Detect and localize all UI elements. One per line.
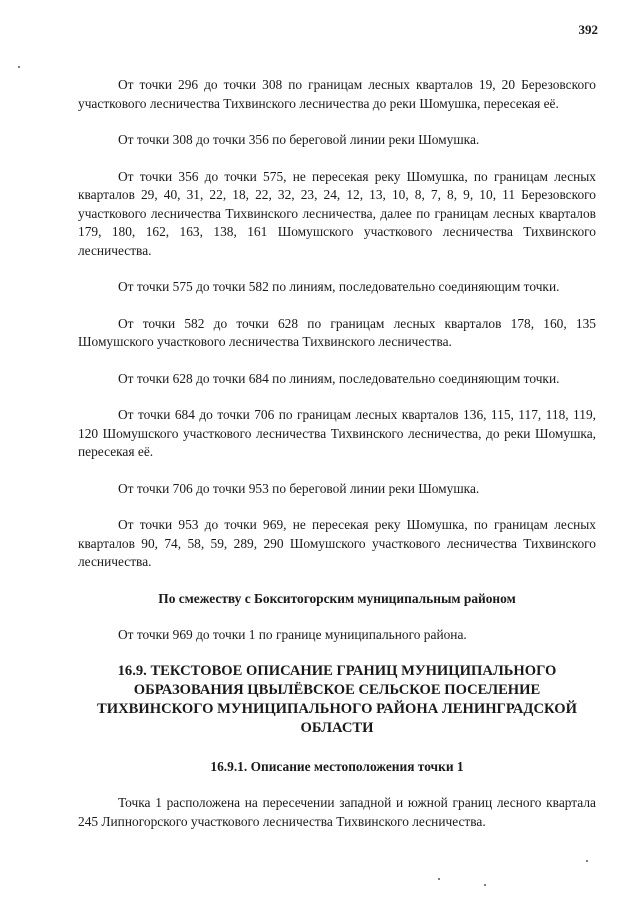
boundary-paragraph: От точки 296 до точки 308 по границам лесных кварталов 19, 20 Березовского участкового лесничества Тихвинского лесничества до реки Шомушка, пересекая её. (78, 77, 596, 111)
page-number: 392 (578, 22, 598, 37)
scan-speck (438, 878, 440, 880)
scan-speck (586, 860, 588, 862)
boundary-paragraph: От точки 582 до точки 628 по границам лесных кварталов 178, 160, 135 Шомушского участкового лесничества Тихвинского лесничества. (78, 315, 596, 349)
point-description-paragraph: Точка 1 расположена на пересечении западной и южной границ лесного квартала 245 Липногорского участкового лесничества Тихвинского лесничества. (78, 795, 596, 829)
boundary-paragraph: От точки 308 до точки 356 по береговой линии реки Шомушка. (118, 132, 480, 147)
boundary-paragraph: От точки 575 до точки 582 по линиям, последовательно соединяющим точки. (118, 279, 560, 294)
boundary-paragraph: От точки 706 до точки 953 по береговой линии реки Шомушка. (118, 480, 480, 496)
subsection-heading: 16.9.1. Описание местоположения точки 1 (210, 759, 464, 774)
boundary-paragraph: От точки 953 до точки 969, не пересекая реку Шомушка, по границам лесных кварталов 90, 74, 58, 59, 289, 290 Шомушского участкового лесничества Тихвинского лесничества. (78, 517, 596, 569)
section-heading: 16.9. ТЕКСТОВОЕ ОПИСАНИЕ ГРАНИЦ МУНИЦИПАЛЬНОГО ОБРАЗОВАНИЯ ЦВЫЛЁВСКОЕ СЕЛЬСКОЕ ПОСЕЛЕНИЕ ТИХВИНСКОГО МУНИЦИПАЛЬНОГО РАЙОНА ЛЕНИНГРАДСКОЙ ОБЛАСТИ (97, 663, 577, 736)
document-body (78, 76, 596, 849)
scan-speck (18, 66, 20, 68)
boundary-paragraph: От точки 628 до точки 684 по линиям, последовательно соединяющим точки. (118, 370, 560, 386)
adjacency-paragraph: От точки 969 до точки 1 по границе муниципального района. (118, 626, 467, 642)
boundary-paragraph: От точки 356 до точки 575, не пересекая реку Шомушка, по границам лесных кварталов 29, 40, 31, 22, 18, 22, 32, 23, 24, 12, 13, 10, 8, 7, 8, 9, 10, 11 Березовского участкового лесничества Тихвинского лесничества, далее по границам лесных кварталов 179, 180, 162, 163, 138, 161 Шомушского участкового лесничества Тихвинского лесничества. (78, 168, 596, 258)
scan-speck (484, 884, 486, 886)
adjacency-heading: По смежеству с Бокситогорским муниципальным районом (158, 590, 516, 606)
boundary-paragraph: От точки 684 до точки 706 по границам лесных кварталов 136, 115, 117, 118, 119, 120 Шомушского участкового лесничества Тихвинского лесничества, до реки Шомушка, пересекая её. (78, 407, 596, 459)
